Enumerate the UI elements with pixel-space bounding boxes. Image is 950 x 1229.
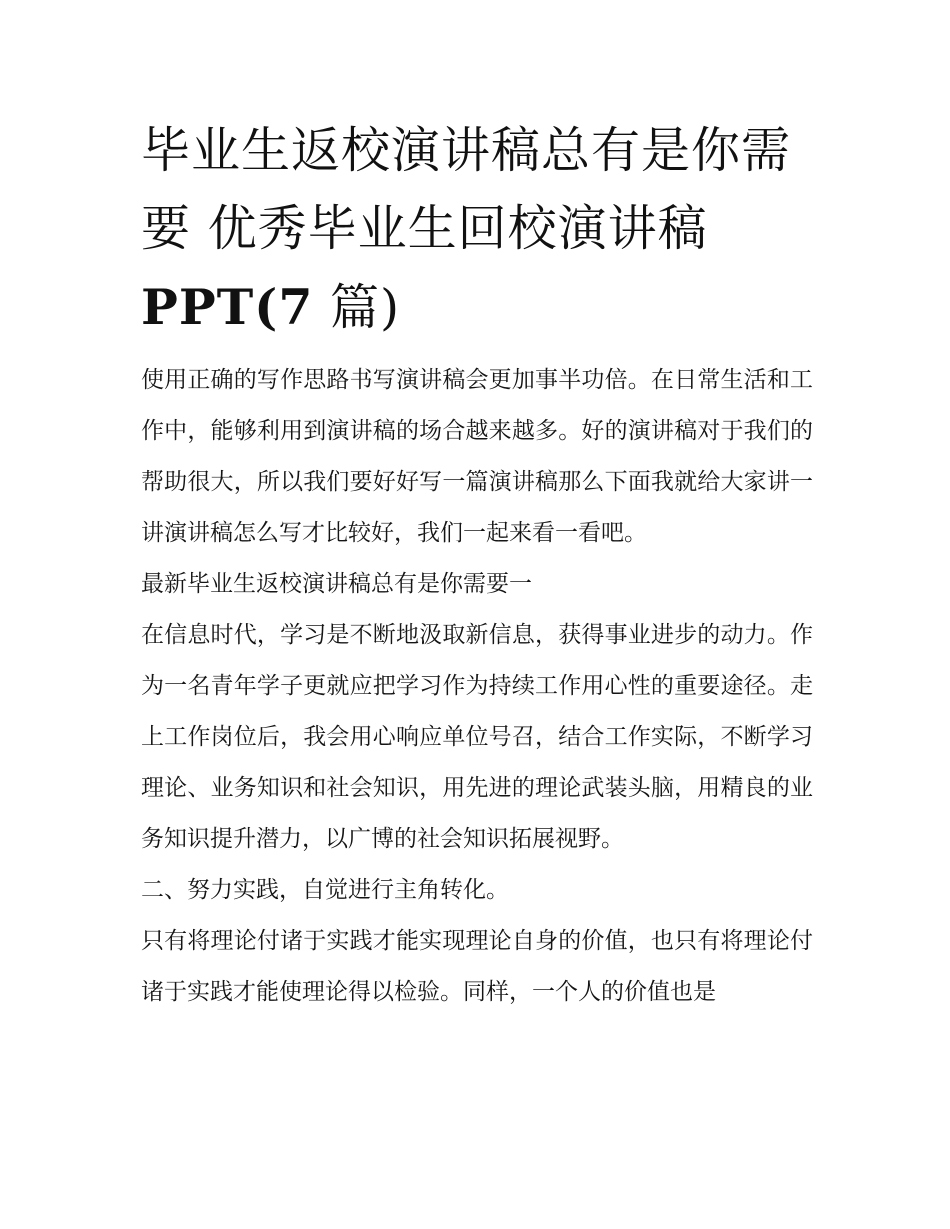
title-text: 毕业生返校演讲稿总有是你需要 优秀毕业生回校演讲稿: [141, 122, 792, 257]
subheading-2: 二、努力实践，自觉进行主角转化。: [141, 877, 509, 903]
intro-paragraph: 使用正确的写作思路书写演讲稿会更加事半功倍。在日常生活和工作中，能够利用到演讲稿的场合越来越多。好的演讲稿对于我们的帮助很大，所以我们要好好写一篇演讲稿那么下面我就给大家讲一讲演讲稿怎么写才比较好，我们一起来看一看吧。: [141, 367, 813, 546]
document-content: [141, 112, 813, 1018]
title-suffix-count: 篇): [313, 279, 401, 336]
body-paragraph-1: 在信息时代，学习是不断地汲取新信息，获得事业进步的动力。作为一名青年学子更就应把学习作为持续工作用心性的重要途径。走上工作岗位后，我会用心响应单位号召，结合工作实际，不断学习理论、业务知识和社会知识，用先进的理论武装头脑，用精良的业务知识提升潜力，以广博的社会知识拓展视野。: [141, 622, 813, 852]
section-heading: 最新毕业生返校演讲稿总有是你需要一: [141, 571, 532, 597]
document-title: [141, 112, 813, 347]
title-suffix-latin: PPT(7: [141, 278, 314, 336]
body-paragraph-2: 只有将理论付诸于实践才能实现理论自身的价值，也只有将理论付诸于实践才能使理论得以检验。同样，一个人的价值也是: [141, 928, 813, 1005]
